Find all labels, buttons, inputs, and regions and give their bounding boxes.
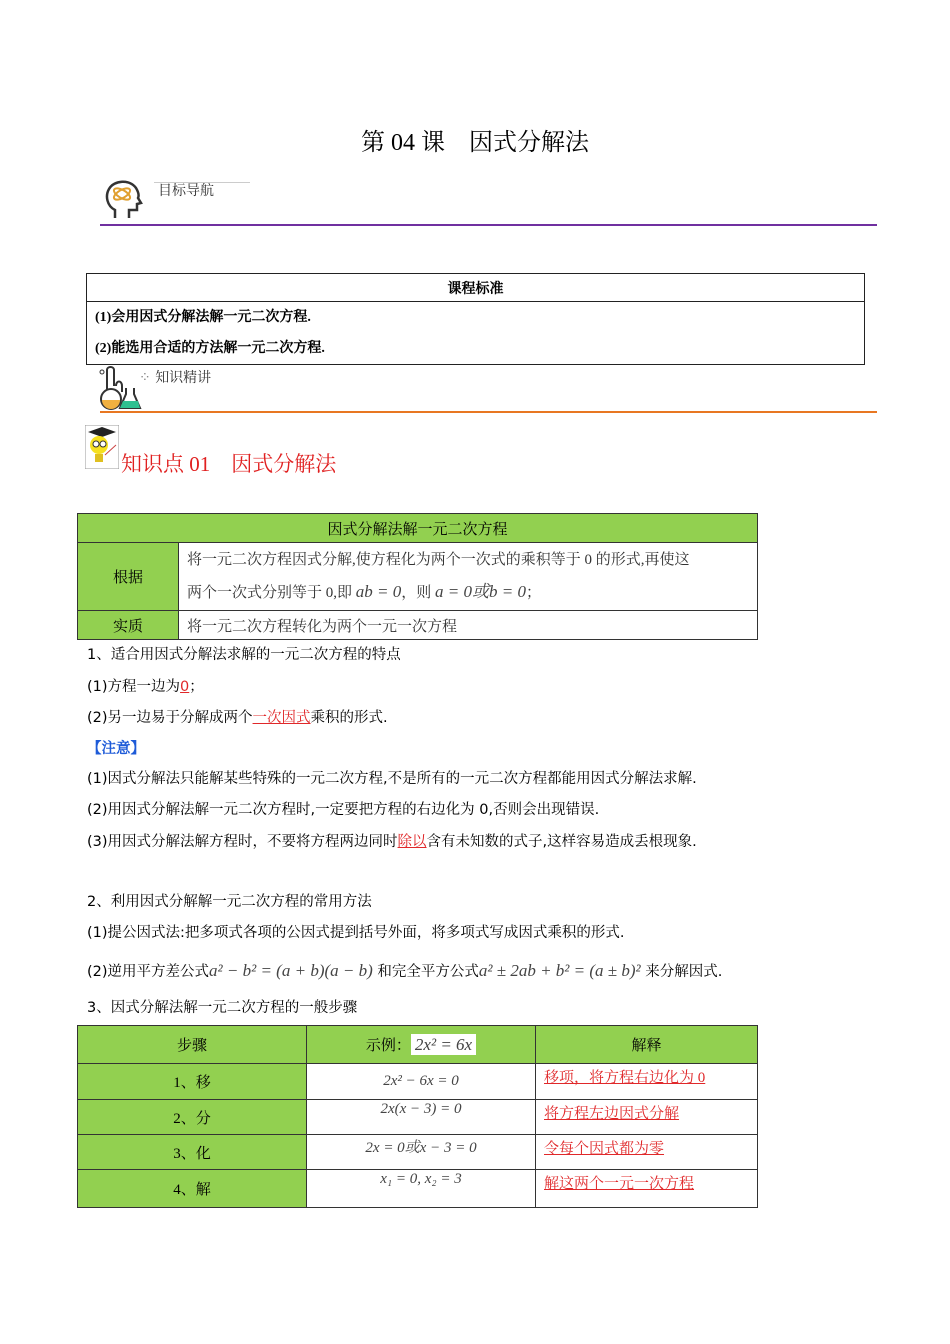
paragraph: (1)提公因式法:把多项式各项的公因式提到括号外面，将多项式写成因式乘积的形式. [87, 925, 625, 941]
step-label: 1、移 [78, 1064, 307, 1100]
math-formula: 2x² = 6x [411, 1034, 476, 1055]
paragraph [87, 960, 722, 981]
header-label: 示例： [365, 1038, 411, 1054]
flask-icon [98, 366, 144, 410]
knowledge-point-title: 知识点 01 因式分解法 [121, 452, 337, 476]
section-label-knowledge [139, 367, 211, 387]
step-explain: 移项，将方程右边化为 0 [544, 1070, 706, 1086]
paragraph [87, 675, 204, 696]
highlight: 一次因式 [252, 710, 311, 726]
note-label: 【注意】 [87, 741, 145, 757]
text: 来分解因式. [645, 964, 723, 980]
header-example [307, 1026, 536, 1064]
step-example: 2x = 0或x − 3 = 0 [307, 1135, 536, 1170]
highlight: 除以 [397, 834, 427, 850]
header-explain: 解释 [536, 1026, 758, 1064]
step-explain: 将方程左边因式分解 [544, 1106, 680, 1122]
text: (2)另一边易于分解成两个 [87, 710, 253, 726]
text: 和完全平方公式 [377, 964, 479, 980]
standards-table [86, 273, 865, 365]
math-formula: a² ± 2ab + b² = (a ± b)² [478, 961, 641, 980]
essence-text: 将一元二次方程转化为两个一元一次方程 [179, 611, 758, 640]
header-step: 步骤 [78, 1026, 307, 1064]
math-formula: a = 0或b = 0 [435, 582, 526, 601]
step-example: x₁ = 0, x₂ = 3 [307, 1170, 536, 1208]
head-brain-icon [103, 178, 143, 222]
standards-header: 课程标准 [87, 274, 865, 302]
standard-item: (2)能选用合适的方法解一元二次方程. [95, 341, 325, 356]
text: (3)用因式分解法解方程时，不要将方程两边同时 [87, 834, 398, 850]
text: 含有未知数的式子,这样容易造成丢根现象. [426, 834, 697, 850]
note-item [87, 830, 697, 851]
page-title: 第 04 课 因式分解法 [361, 130, 589, 156]
text: (2)逆用平方差公式 [87, 964, 210, 980]
heading-1: 1、适合用因式分解法求解的一元二次方程的特点 [87, 647, 401, 663]
basis-text: 两个一次式分别等于 0,即 [187, 585, 353, 601]
steps-table [77, 1025, 758, 1208]
step-label: 3、化 [78, 1135, 307, 1170]
text: ； [189, 679, 204, 695]
basis-text: ，则 [401, 585, 432, 601]
text: (1)方程一边为 [87, 679, 181, 695]
step-explain: 解这两个一元一次方程 [544, 1176, 695, 1192]
table-header: 因式分解法解一元二次方程 [78, 514, 758, 543]
note-item: (2)用因式分解法解一元二次方程时,一定要把方程的右边化为 0,否则会出现错误. [87, 802, 600, 818]
step-label: 4、解 [78, 1170, 307, 1208]
step-explain: 令每个因式都为零 [544, 1141, 665, 1157]
highlight: 0 [180, 679, 190, 695]
section-label-goals: 目标导航 [158, 183, 214, 199]
step-label: 2、分 [78, 1100, 307, 1135]
note-item: (1)因式分解法只能解某些特殊的一元二次方程,不是所有的一元二次方程都能用因式分解法求解. [87, 771, 697, 787]
section-label-text: 知识精讲 [155, 370, 212, 386]
row-label: 根据 [78, 543, 179, 611]
factorization-table [77, 513, 758, 640]
paragraph [87, 706, 388, 727]
text: 乘积的形式. [310, 710, 388, 726]
divider [154, 182, 250, 183]
step-example: 2x² − 6x = 0 [307, 1064, 536, 1100]
graduate-mascot-icon [85, 425, 119, 469]
sparkle-icon: ⁘ [139, 370, 156, 386]
standard-item: (1)会用因式分解法解一元二次方程. [95, 310, 311, 325]
heading-3: 3、因式分解法解一元二次方程的一般步骤 [87, 1000, 358, 1016]
math-formula: a² − b² = (a + b)(a − b) [209, 961, 373, 980]
step-example: 2x(x − 3) = 0 [307, 1100, 536, 1135]
section-divider [100, 411, 877, 413]
heading-2: 2、利用因式分解解一元二次方程的常用方法 [87, 894, 372, 910]
row-label: 实质 [78, 611, 179, 640]
section-divider [100, 224, 877, 226]
math-formula: ab = 0 [355, 582, 402, 601]
basis-text: 将一元二次方程因式分解,使方程化为两个一次式的乘积等于 0 的形式,再使这 [187, 552, 690, 568]
basis-text: ； [525, 585, 541, 601]
